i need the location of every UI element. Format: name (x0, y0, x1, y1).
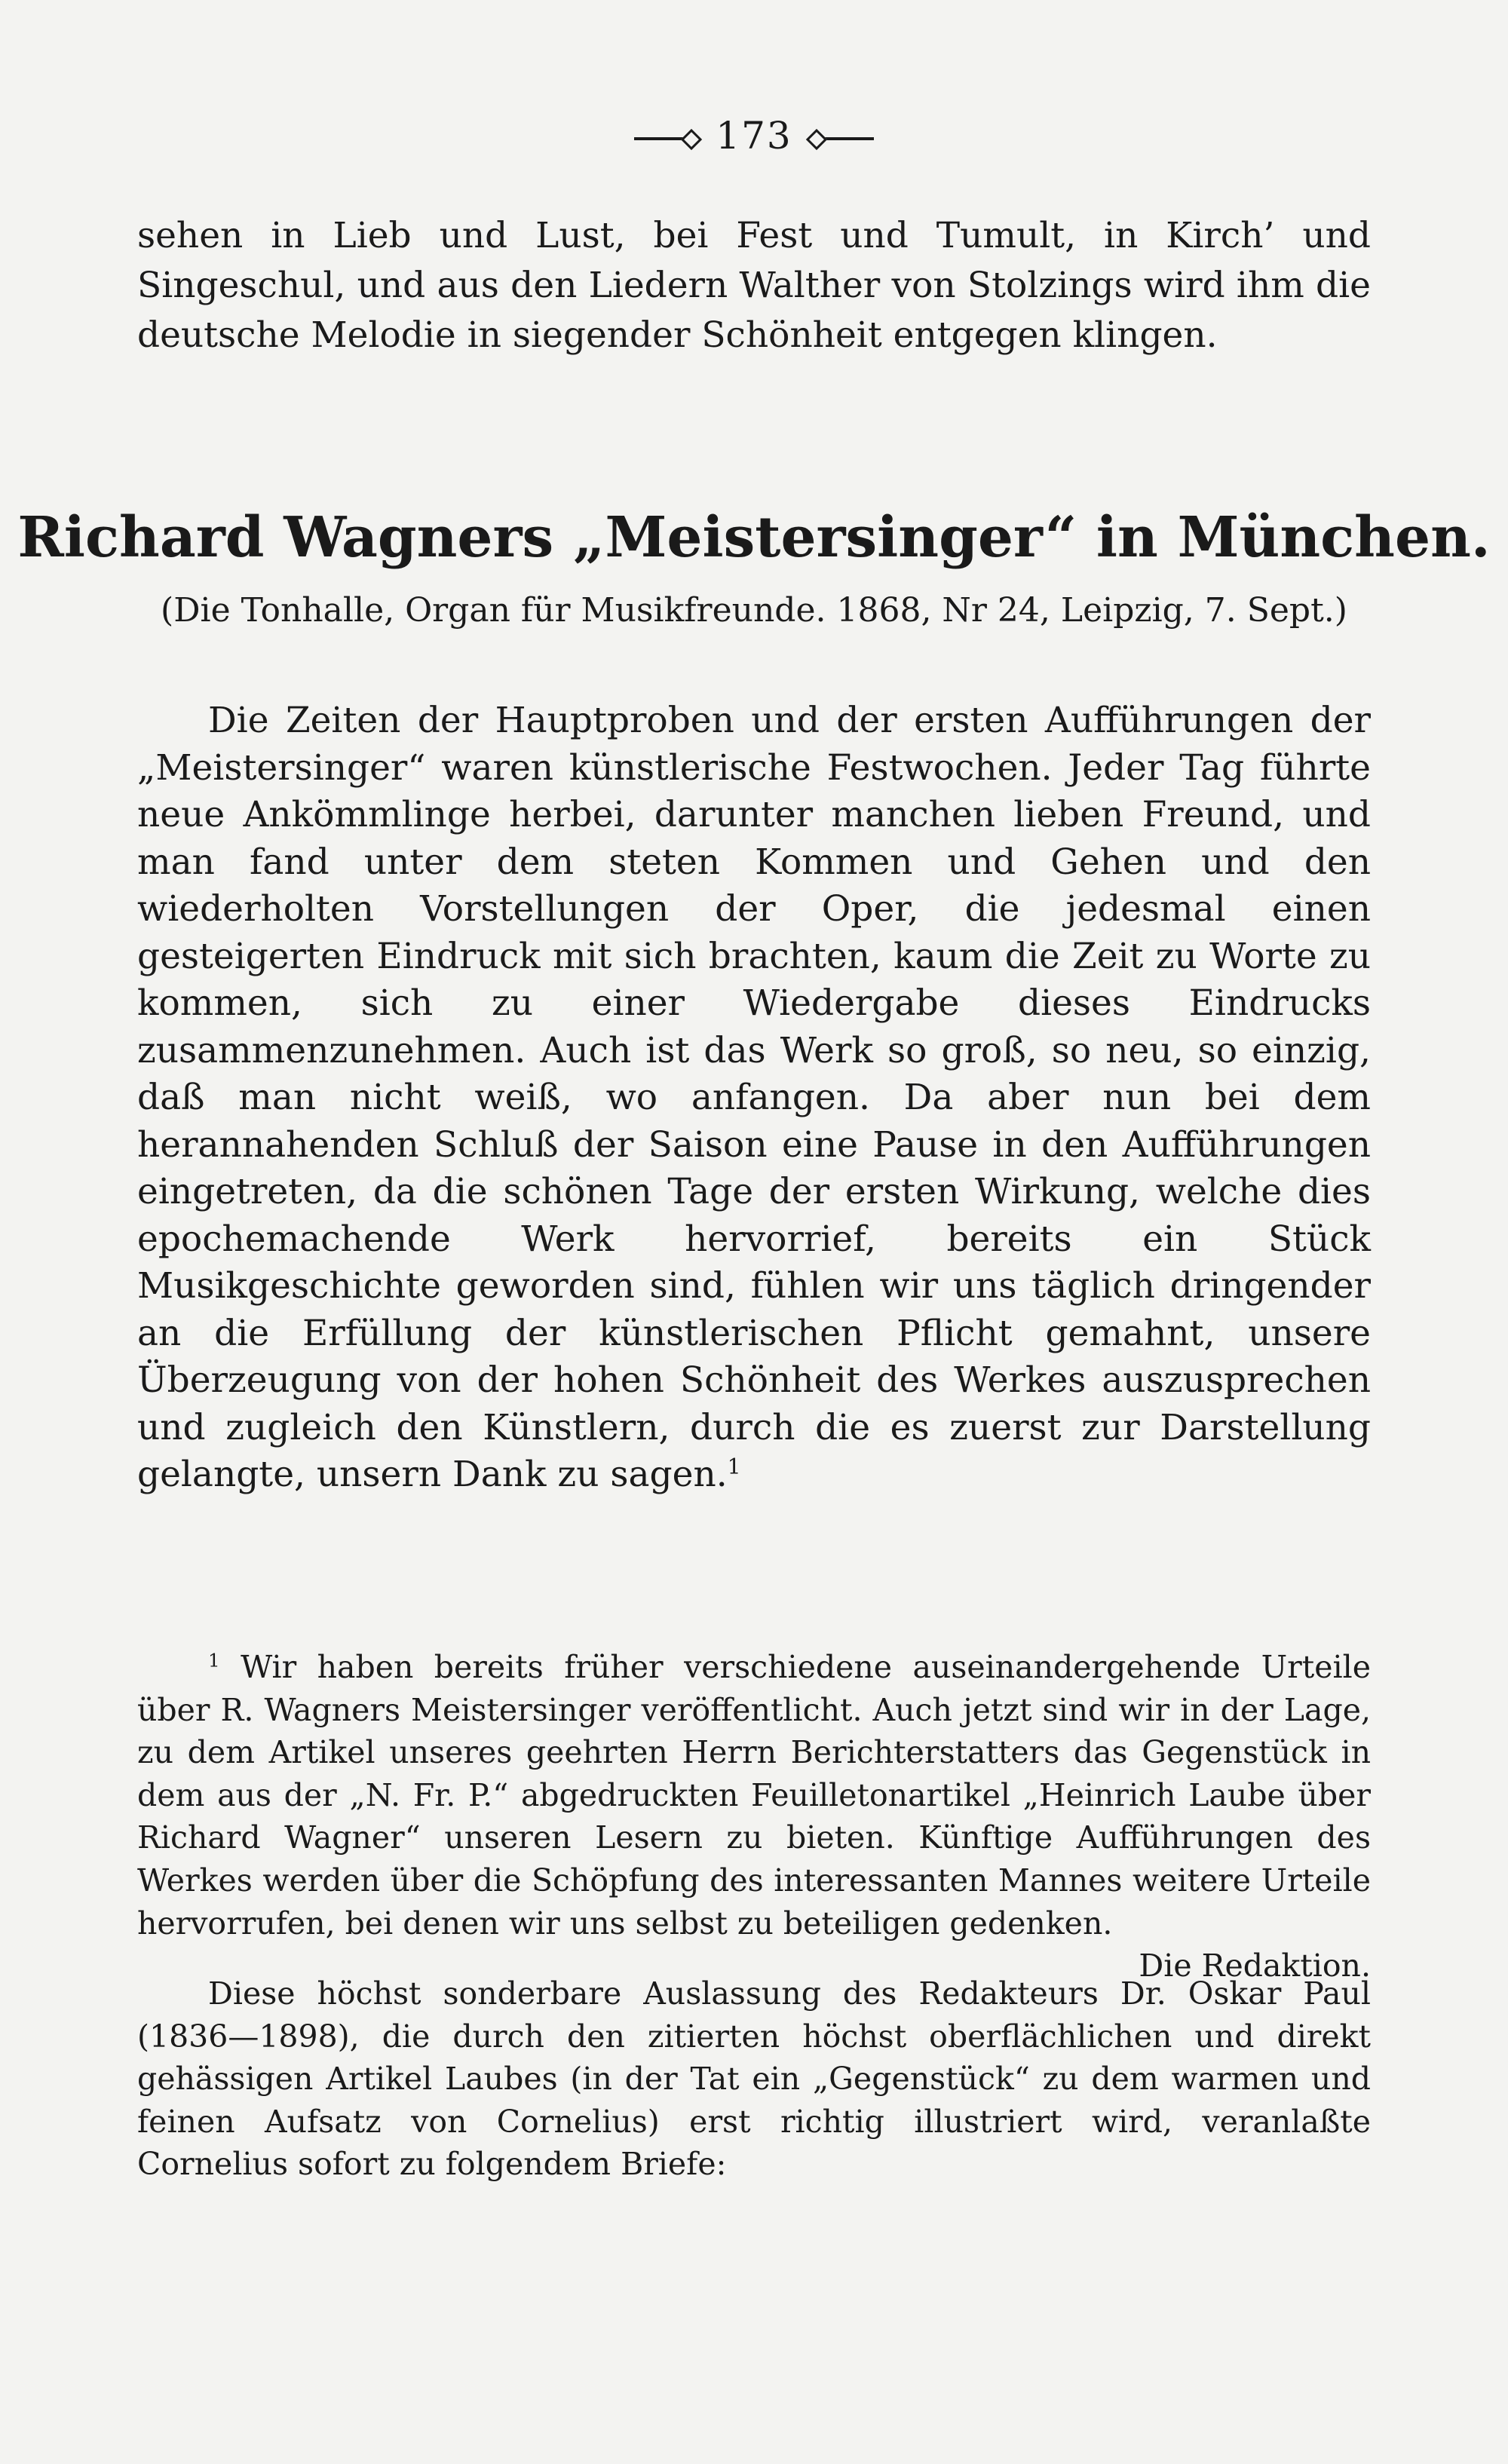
footnote-signature: Die Redaktion. (1139, 1948, 1371, 1984)
article-title: Richard Wagners „Meistersinger“ in München. (17, 505, 1491, 570)
right-ornament (814, 137, 874, 140)
intro-paragraph (137, 211, 1371, 360)
footnote (137, 1646, 1371, 1987)
article-body-text: Die Zeiten der Hauptproben und der ersten Aufführungen der „Meistersinger“ waren künstlerische Festwochen. Jeder Tag führte neue Ankömmlinge herbei, darunter manchen lieben Freund, und man fand unter dem steten Kommen und Gehen und den wiederholten Vorstellungen der Oper, die jedesmal einen gesteigerten Eindruck mit sich brachten, kaum die Zeit zu Worte zu kommen, sich zu einer Wiedergabe dieses Eindrucks zusammenzunehmen. Auch ist das Werk so groß, so neu, so einzig, daß man nicht weiß, wo anfangen. Da aber nun bei dem herannahenden Schluß der Saison eine Pause in den Aufführungen eingetreten, da die schönen Tage der ersten Wirkung, welche dies epochemachende Werk hervorrief, bereits ein Stück Musikgeschichte geworden sind, fühlen wir uns täglich dringender an die Erfüllung der künstlerischen Pflicht gemahnt, unsere Überzeugung von der hohen Schönheit des Werkes auszusprechen und zugleich den Künstlern, durch die es zuerst zur Darstellung gelangte, unsern Dank zu sagen. (137, 700, 1371, 1495)
footnote-paragraph (137, 1646, 1371, 1984)
article-paragraph (137, 697, 1371, 1499)
editor-note-text: Diese höchst sonderbare Auslassung des Redakteurs Dr. Oskar Paul (1836—1898), die durch den zitierten höchst oberflächlichen und direkt gehässigen Artikel Laubes (in der Tat ein „Gegenstück“ zu dem warmen und feinen Aufsatz von Cornelius) erst richtig illustriert wird, veranlaßte Cornelius sofort zu folgendem Briefe: (137, 1975, 1371, 2183)
left-ornament (634, 137, 694, 140)
footnote-mark: 1 (208, 1649, 220, 1672)
article-source: (Die Tonhalle, Organ für Musikfreunde. 1868, Nr 24, Leipzig, 7. Sept.) (161, 591, 1347, 630)
page-number: 173 (716, 114, 792, 158)
intro-text: sehen in Lieb und Lust, bei Fest und Tumult, in Kirch’ und Singeschul, und aus den Liedern Walther von Stolzings wird ihm die deutsche Melodie in siegender Schönheit entgegen klingen. (137, 215, 1371, 356)
editor-note (137, 1972, 1371, 2186)
footnote-reference: 1 (727, 1454, 741, 1479)
footnote-text: Wir haben bereits früher verschiedene auseinandergehende Urteile über R. Wagners Meistersinger veröffentlicht. Auch jetzt sind wir in der Lage, zu dem Artikel unseres geehrten Herrn Berichterstatters das Gegenstück in dem aus der „N. Fr. P.“ abgedruckten Feuilletonartikel „Heinrich Laube über Richard Wagner“ unseren Lesern zu bieten. Künftige Aufführungen des Werkes werden über die Schöpfung des interessanten Mannes weitere Urteile hervorrufen, bei denen wir uns selbst zu beteiligen gedenken. (137, 1649, 1371, 1941)
article-body (137, 697, 1371, 1499)
page-header (0, 113, 1508, 158)
